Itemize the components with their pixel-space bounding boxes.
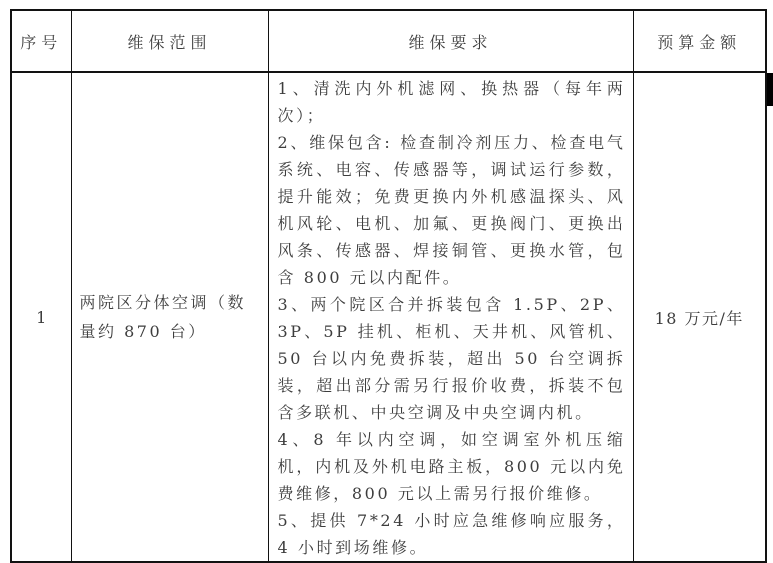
requirement-item-3: 3、两个院区合并拆装包含 1.5P、2P、3P、5P 挂机、柜机、天井机、风管机、50 台以内免费拆装，超出 50 台空调拆装，超出部分需另行报价收费，拆装不包含多联机、中央空调及中央空调内机。 (277, 295, 626, 422)
requirement-item-5: 5、提供 7*24 小时应急维修响应服务，4 小时到场维修。 (277, 511, 626, 557)
requirement-item-4: 4、8 年以内空调，如空调室外机压缩机，内机及外机电路主板，800 元以内免费维修，800 元以上需另行报价维修。 (277, 430, 626, 503)
table-row (11, 72, 766, 562)
serial-number-cell: 1 (11, 72, 71, 562)
header-maintenance-scope: 维保范围 (71, 10, 268, 72)
requirement-item-1: 1、清洗内外机滤网、换热器（每年两次）； (277, 79, 626, 125)
maintenance-scope-cell: 两院区分体空调（数量约 870 台） (71, 72, 268, 562)
scrollbar-thumb[interactable] (767, 73, 773, 106)
table-header-row (11, 10, 766, 72)
requirement-item-2: 2、维保包含: 检查制冷剂压力、检查电气系统、电容、传感器等，调试运行参数，提升能效；免费更换内外机感温探头、风机风轮、电机、加氟、更换阀门、更换出风条、传感器、焊接铜管、更换水管，包含 800 元以内配件。 (277, 133, 626, 287)
maintenance-table (10, 9, 767, 563)
budget-amount-cell: 18 万元/年 (633, 72, 766, 562)
maintenance-requirements-cell (268, 72, 633, 562)
header-maintenance-requirements: 维保要求 (268, 10, 633, 72)
header-serial-number: 序号 (11, 10, 71, 72)
header-budget-amount: 预算金额 (633, 10, 766, 72)
